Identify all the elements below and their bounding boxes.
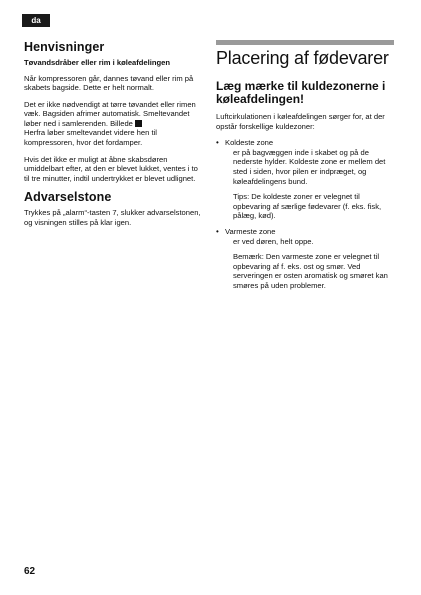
header-rule xyxy=(216,40,394,45)
bullet-icon: • xyxy=(216,226,219,236)
paragraph-air-circulation: Luftcirkulationen i køleafdelingen sørger for, at der opstår forskellige kuldezoner: xyxy=(216,112,385,131)
section-title-warning-tone: Advarselstone xyxy=(24,190,112,205)
figure-reference-icon xyxy=(135,120,142,127)
section-title-notes: Henvisninger xyxy=(24,40,105,54)
page-number: 62 xyxy=(24,566,36,577)
zone-note: Tips: De koldeste zoner er velegnet til opbevaring af særlige fødevarer (f. eks. fisk, pålæg, kød). xyxy=(233,192,382,221)
bullet-icon: • xyxy=(216,138,219,148)
subtitle-cold-zones: Læg mærke til kuldezonerne i køleafdelingen! xyxy=(216,79,386,106)
left-column xyxy=(24,40,202,235)
zone-text: er ved døren, helt oppe. xyxy=(233,236,314,246)
page-title: Placering af fødevarer xyxy=(216,48,389,68)
zone-title: Varmeste zone xyxy=(225,226,276,236)
paragraph-defrost xyxy=(24,100,202,148)
paragraph-defrost-continued: Herfra løber smeltevandet videre hen til kompressoren, hvor det fordamper. xyxy=(24,128,157,148)
language-tab: da xyxy=(22,14,50,27)
paragraph-alarm: Trykkes på „alarm“-tasten 7, slukker advarselstonen, og visningen stilles på klar igen. xyxy=(24,208,201,228)
paragraph-defrost-text: Det er ikke nødvendigt at tørre tøvandet eller rimen væk. Bagsiden afrimer automatisk. Smeltevandet løber ned i samlerenden. Billede xyxy=(24,99,196,128)
zone-title: Koldeste zone xyxy=(225,138,274,148)
zone-note: Bemærk: Den varmeste zone er velegnet til opbevaring af f. eks. ost og smør. Ved serveringen er osten aromatisk og smøret kan smøres på uden problemer. xyxy=(233,252,388,290)
zone-text: er på bagvæggen inde i skabet og på de nederste hylder. Koldeste zone er mellem det sted i siden, hvor pilen er indpræget, og køleafdelingens bund. xyxy=(233,147,386,186)
paragraph-door: Hvis det ikke er muligt at åbne skabsdøren umiddelbart efter, at den er blevet lukket, ventes i to til tre minutter, indtil undertrykket er blevet udlignet. xyxy=(24,154,198,183)
right-column xyxy=(216,80,394,297)
paragraph-compressor: Når kompressoren går, dannes tøvand eller rim på skabets bagside. Dette er helt normalt. xyxy=(24,73,194,93)
list-item xyxy=(216,138,394,221)
zone-list xyxy=(216,138,394,290)
list-item xyxy=(216,227,394,291)
subheading-condensation: Tøvandsdråber eller rim i køleafdelingen xyxy=(24,58,171,67)
